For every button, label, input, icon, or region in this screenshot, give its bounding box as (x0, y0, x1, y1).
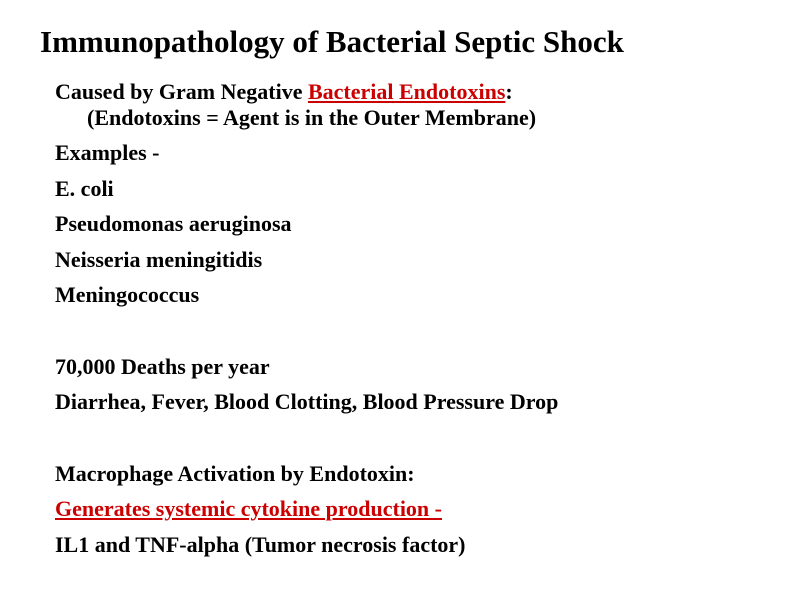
examples-label: Examples - (55, 140, 160, 165)
slide-body (55, 79, 775, 567)
example-item-e-coli: E. coli (55, 175, 114, 201)
symptoms-line: Diarrhea, Fever, Blood Clotting, Blood Pressure Drop (55, 389, 559, 414)
generates-line (55, 496, 775, 532)
example-item-pseudomonas: Pseudomonas aeruginosa (55, 211, 292, 236)
deaths-line: 70,000 Deaths per year (55, 353, 270, 379)
intro-note: (Endotoxins = Agent is in the Outer Membrane) (87, 105, 537, 130)
spacer (55, 425, 775, 461)
systemic-cytokine-link[interactable]: Generates systemic cytokine production - (55, 496, 442, 521)
bacterial-endotoxins-link[interactable]: Bacterial Endotoxins (307, 79, 506, 104)
slide-title: Immunopathology of Bacterial Septic Shock (40, 24, 624, 59)
intro-suffix: : (505, 79, 513, 104)
example-item-neisseria: Neisseria meningitidis (55, 246, 263, 272)
example-item-meningococcus: Meningococcus (55, 282, 200, 307)
cytokines-line: IL1 and TNF-alpha (Tumor necrosis factor) (55, 531, 466, 557)
intro-line (55, 79, 775, 131)
intro-prefix: Caused by Gram Negative (55, 79, 308, 104)
activation-line: Macrophage Activation by Endotoxin: (55, 460, 415, 486)
spacer (55, 318, 775, 354)
